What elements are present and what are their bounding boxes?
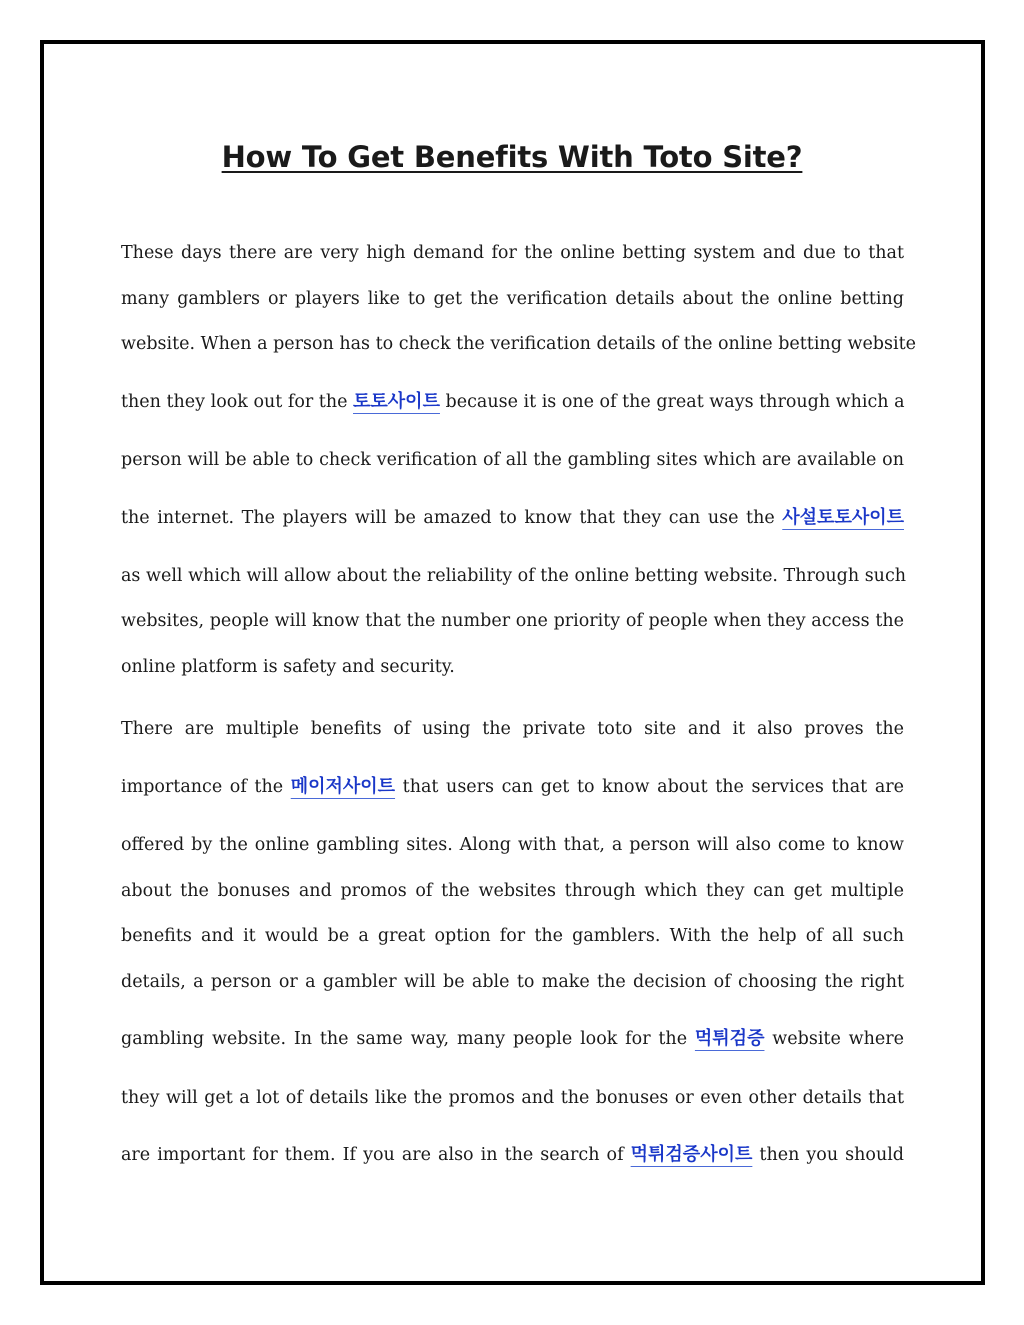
text-line: [121, 881, 904, 901]
text-segment: then they look out for the: [121, 392, 354, 412]
text-segment: websites, people will know that the number one priority of people when they access the: [121, 611, 904, 631]
text-line: [121, 657, 904, 677]
text-line: [121, 1088, 904, 1108]
text-segment: online platform is safety and security.: [121, 657, 455, 677]
text-segment: website where: [764, 1029, 904, 1049]
text-line: [121, 835, 904, 855]
document-title: How To Get Benefits With Toto Site?: [221, 140, 803, 174]
text-segment: the internet. The players will be amazed to know that they can use the: [121, 508, 783, 528]
keyword-link[interactable]: 먹튀검증: [694, 1028, 765, 1049]
keyword-link[interactable]: 메이저사이트: [290, 776, 396, 797]
text-segment: There are multiple benefits of using the private toto site and it also proves the: [121, 719, 904, 739]
text-line: [121, 1140, 904, 1166]
text-line: [121, 503, 904, 529]
text-line: [121, 1024, 904, 1050]
text-segment: benefits and it would be a great option for the gamblers. With the help of all such: [121, 926, 904, 946]
text-segment: person will be able to check verification of all the gambling sites which are available on: [121, 450, 904, 470]
text-segment: they will get a lot of details like the promos and the bonuses or even other details that: [121, 1088, 904, 1108]
text-line: [121, 450, 904, 470]
keyword-link[interactable]: 토토사이트: [353, 391, 440, 412]
text-segment: are important for them. If you are also in the search of: [121, 1145, 631, 1165]
text-line: [121, 926, 904, 946]
text-line: [121, 387, 904, 413]
keyword-link[interactable]: 사설토토사이트: [782, 507, 904, 528]
text-line: [121, 243, 904, 263]
text-segment: because it is one of the great ways through which a: [439, 392, 905, 412]
text-segment: then you should: [752, 1145, 905, 1165]
text-line: [121, 972, 904, 992]
text-line: [121, 611, 904, 631]
text-line: [121, 334, 916, 354]
text-segment: about the bonuses and promos of the websites through which they can get multiple: [121, 881, 904, 901]
text-segment: details, a person or a gambler will be able to make the decision of choosing the right: [121, 972, 904, 992]
text-segment: as well which will allow about the reliability of the online betting website. Through such: [121, 566, 907, 586]
text-line: [121, 772, 904, 798]
text-line: [121, 289, 904, 309]
text-segment: website. When a person has to check the verification details of the online betting website: [121, 334, 916, 354]
text-segment: These days there are very high demand for the online betting system and due to that: [121, 243, 904, 263]
keyword-link[interactable]: 먹튀검증사이트: [630, 1144, 753, 1165]
text-line: [121, 719, 904, 739]
text-segment: many gamblers or players like to get the verification details about the online betting: [121, 289, 904, 309]
text-segment: offered by the online gambling sites. Along with that, a person will also come to know: [121, 835, 904, 855]
text-segment: that users can get to know about the services that are: [395, 777, 904, 797]
text-segment: gambling website. In the same way, many people look for the: [121, 1029, 695, 1049]
text-line: [121, 566, 907, 586]
text-segment: importance of the: [121, 777, 291, 797]
